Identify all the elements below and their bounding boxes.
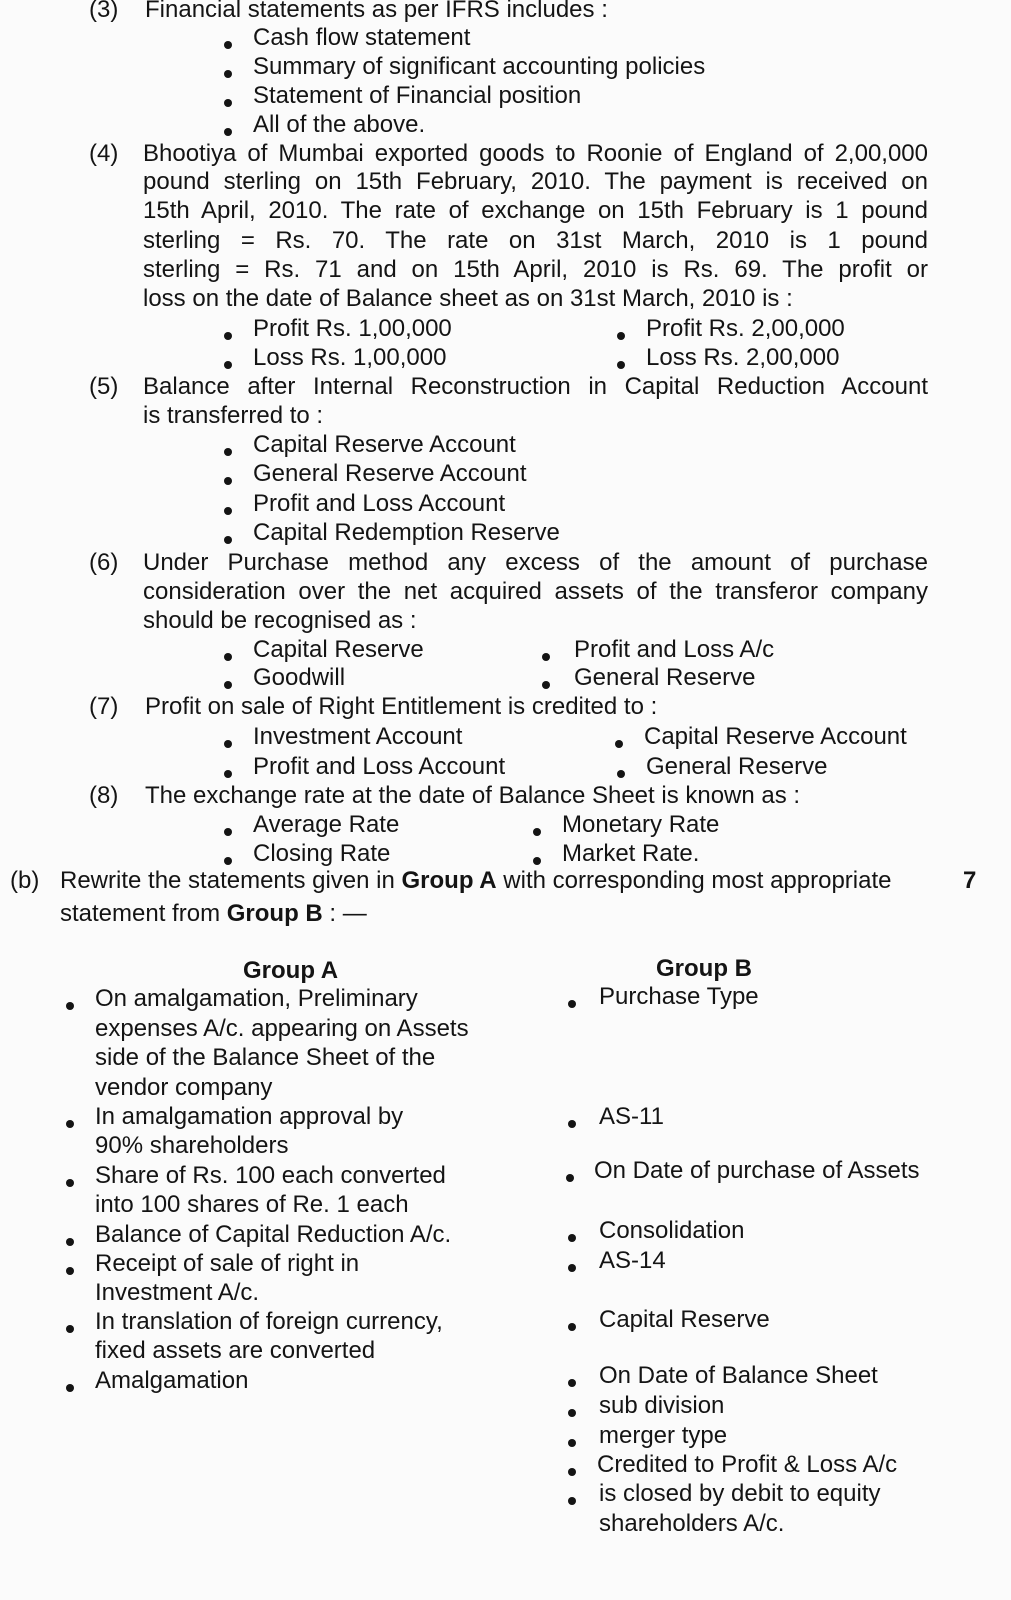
bullet-icon [66,1002,74,1010]
bullet-icon [568,1468,576,1476]
bullet-icon [568,1439,576,1447]
bullet-icon [568,1409,576,1417]
option: Profit and Loss Account [253,490,506,517]
bullet-icon [533,828,541,836]
option: General Reserve [646,753,828,780]
group-b-item: On Date of purchase of Assets [594,1157,920,1184]
bullet-icon [224,536,232,544]
bullet-icon [542,681,550,689]
group-a-item: In amalgamation approval by [95,1103,404,1130]
text: Rewrite the statements given in [60,867,395,894]
option: Profit Rs. 2,00,000 [646,315,845,342]
group-b-item: Credited to Profit & Loss A/c [597,1451,898,1478]
question-number: (4) [89,140,119,167]
option: Capital Reserve Account [644,723,907,750]
option: Profit and Loss Account [253,753,506,780]
bullet-icon [224,740,232,748]
question-line: Bhootiya of Mumbai exported goods to Roonie of England of 2,00,000 [143,140,928,167]
bullet-icon [224,507,232,515]
bullet-icon [224,448,232,456]
group-b-item: merger type [599,1422,728,1449]
option: Summary of significant accounting policies [253,53,706,80]
group-a-item: Amalgamation [95,1367,249,1394]
question-line: 15th April, 2010. The rate of exchange on 15th February is 1 pound [143,197,928,224]
bullet-icon [568,1120,576,1128]
bullet-icon [617,332,625,340]
group-a-title: Group A [243,957,339,984]
question-text: Financial statements as per IFRS includes : [145,0,608,23]
group-a-item: Balance of Capital Reduction A/c. [95,1221,452,1248]
bullet-icon [224,99,232,107]
bullet-icon [224,361,232,369]
text: with corresponding most appropriate [503,867,892,894]
option: Capital Redemption Reserve [253,519,560,546]
question-number: (6) [89,549,119,576]
bullet-icon [224,332,232,340]
question-number: (5) [89,373,119,400]
group-a-item: Receipt of sale of right in [95,1250,360,1277]
question-line: Under Purchase method any excess of the amount of purchase [143,549,928,576]
question-number: (3) [89,0,119,23]
group-b-item: On Date of Balance Sheet [599,1362,878,1389]
group-a-item: vendor company [95,1074,273,1101]
marks: 7 [963,867,977,894]
text: : — [329,900,367,927]
question-line [60,867,892,895]
group-b-item: AS-14 [599,1247,666,1274]
question-line: pound sterling on 15th February, 2010. The payment is received on [143,168,928,195]
group-b-item: shareholders A/c. [599,1510,785,1537]
group-a-item: fixed assets are converted [95,1337,376,1364]
question-text: The exchange rate at the date of Balance Sheet is known as : [145,782,801,809]
option: Capital Reserve [253,636,424,663]
bullet-icon [533,857,541,865]
option: Closing Rate [253,840,391,867]
option: Cash flow statement [253,24,471,51]
option: Average Rate [253,811,400,838]
bullet-icon [566,1174,574,1182]
bullet-icon [224,70,232,78]
bullet-icon [568,1323,576,1331]
group-b-item: Consolidation [599,1217,745,1244]
bullet-icon [66,1179,74,1187]
option: All of the above. [253,111,426,138]
text: statement from [60,900,221,927]
group-b-item: is closed by debit to equity [599,1480,881,1507]
question-line: sterling = Rs. 70. The rate on 31st March, 2010 is 1 pound [143,227,928,254]
group-a-item: 90% shareholders [95,1132,289,1159]
option: General Reserve Account [253,460,527,487]
bullet-icon [615,740,623,748]
option: Monetary Rate [562,811,720,838]
option: Capital Reserve Account [253,431,516,458]
bullet-icon [66,1267,74,1275]
option: Market Rate. [562,840,700,867]
question-text: Profit on sale of Right Entitlement is credited to : [145,693,658,720]
bullet-icon [224,681,232,689]
bullet-icon [568,1379,576,1387]
question-line: should be recognised as : [143,607,417,634]
question-line [60,900,367,928]
group-b-title: Group B [656,955,752,982]
option: General Reserve [574,664,756,691]
bullet-icon [568,1497,576,1505]
bullet-icon [617,770,625,778]
group-b-item: Capital Reserve [599,1306,770,1333]
bullet-icon [224,828,232,836]
group-a-item: expenses A/c. appearing on Assets [95,1015,469,1042]
option: Goodwill [253,664,346,691]
group-a-item: On amalgamation, Preliminary [95,985,418,1012]
group-a-item: into 100 shares of Re. 1 each [95,1191,409,1218]
bullet-icon [224,857,232,865]
bullet-icon [224,477,232,485]
group-b-item: sub division [599,1392,725,1419]
option: Statement of Financial position [253,82,582,109]
question-number: (7) [89,693,119,720]
bullet-icon [224,128,232,136]
bullet-icon [617,361,625,369]
group-a-item: Investment A/c. [95,1279,260,1306]
option: Loss Rs. 2,00,000 [646,344,840,371]
group-b-item: Purchase Type [599,983,759,1010]
question-line: loss on the date of Balance sheet as on 31st March, 2010 is : [143,285,793,312]
bullet-icon [66,1238,74,1246]
group-a-item: In translation of foreign currency, [95,1308,443,1335]
group-a-item: Share of Rs. 100 each converted [95,1162,446,1189]
bullet-icon [66,1120,74,1128]
option: Investment Account [253,723,463,750]
question-line: consideration over the net acquired assets of the transferor company [143,578,928,605]
option: Profit Rs. 1,00,000 [253,315,452,342]
group-b-item: AS-11 [599,1103,664,1130]
group-a-item: side of the Balance Sheet of the [95,1044,436,1071]
question-line: Balance after Internal Reconstruction in Capital Reduction Account [143,373,928,400]
question-number: (8) [89,782,119,809]
bullet-icon [542,653,550,661]
bullet-icon [224,653,232,661]
bullet-icon [568,1234,576,1242]
option: Loss Rs. 1,00,000 [253,344,447,371]
bullet-icon [224,770,232,778]
option: Profit and Loss A/c [574,636,775,663]
bullet-icon [568,1264,576,1272]
bold-text: Group B [226,900,323,927]
bold-text: Group A [401,867,497,894]
bullet-icon [568,1000,576,1008]
question-line: sterling = Rs. 71 and on 15th April, 2010 is Rs. 69. The profit or [143,256,928,283]
bullet-icon [224,41,232,49]
bullet-icon [66,1384,74,1392]
question-number: (b) [10,867,40,894]
bullet-icon [66,1325,74,1333]
question-line: is transferred to : [143,402,324,429]
